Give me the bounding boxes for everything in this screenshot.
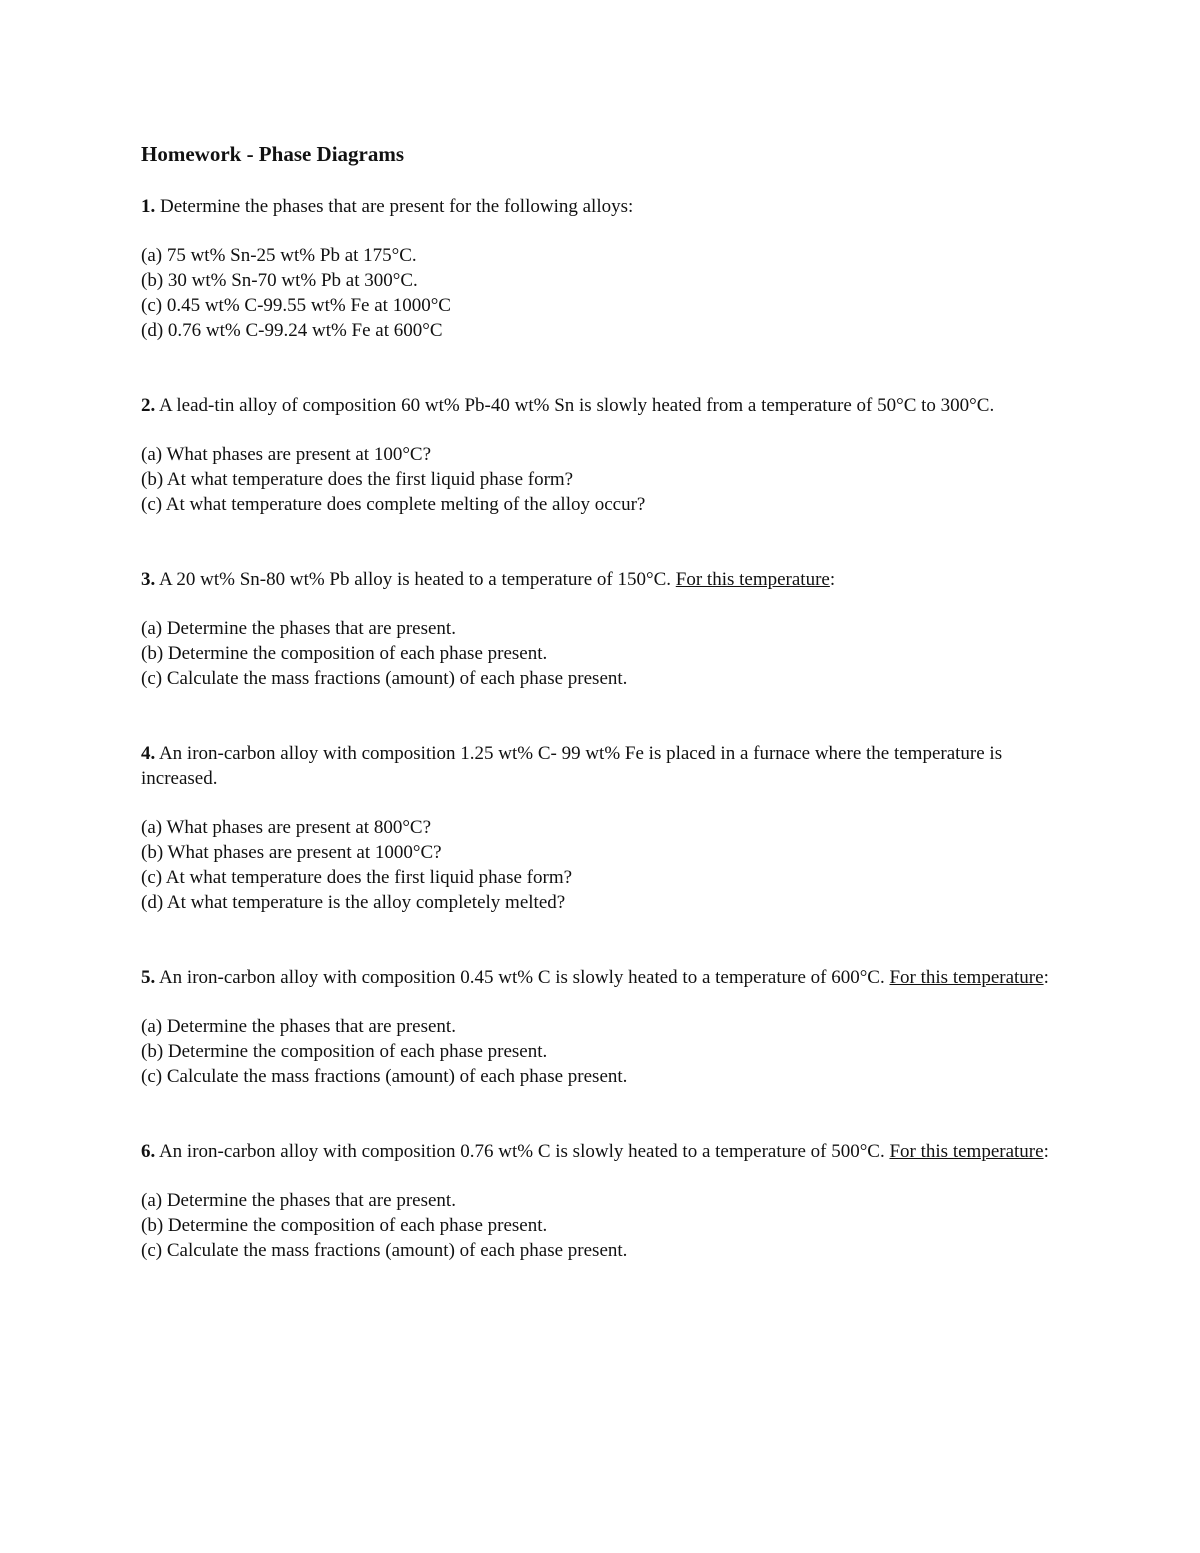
question-number: 1. — [141, 196, 156, 217]
question-number: 5. — [141, 967, 156, 988]
question-block-5 — [141, 965, 1071, 1089]
question-part: (c) Calculate the mass fractions (amount) of each phase present. — [141, 1066, 628, 1087]
question-parts — [141, 616, 1071, 691]
question-parts — [141, 442, 1071, 517]
question-part: (b) What phases are present at 1000°C? — [141, 842, 442, 863]
question-parts — [141, 815, 1071, 915]
question-text: Determine the phases that are present for the following alloys: — [160, 196, 634, 217]
document-page — [141, 140, 1071, 1313]
question-4 — [141, 741, 1071, 791]
question-2 — [141, 393, 1071, 418]
question-part: (c) Calculate the mass fractions (amount) of each phase present. — [141, 668, 628, 689]
question-part: (b) Determine the composition of each phase present. — [141, 1215, 548, 1236]
question-part: (c) Calculate the mass fractions (amount) of each phase present. — [141, 1240, 628, 1261]
question-part: (b) 30 wt% Sn-70 wt% Pb at 300°C. — [141, 270, 418, 291]
question-text: A lead-tin alloy of composition 60 wt% Pb-40 wt% Sn is slowly heated from a temperature of 50°C to 300°C. — [158, 395, 995, 416]
question-number: 2. — [141, 395, 156, 416]
question-block-3 — [141, 567, 1071, 691]
question-text: An iron-carbon alloy with composition 0.45 wt% C is slowly heated to a temperature of 600°C. — [158, 967, 885, 988]
question-block-2 — [141, 393, 1071, 517]
question-text: A 20 wt% Sn-80 wt% Pb alloy is heated to a temperature of 150°C. — [158, 569, 672, 590]
question-6: 6. An iron-carbon alloy with composition 0.76 wt% C is slowly heated to a temperature of 500°C. For this temperature: — [141, 1141, 1049, 1162]
question-part: (c) 0.45 wt% C-99.55 wt% Fe at 1000°C — [141, 295, 451, 316]
question-part: (b) Determine the composition of each phase present. — [141, 1041, 548, 1062]
question-number: 4. — [141, 743, 156, 764]
question-block-6 — [141, 1139, 1071, 1263]
question-parts — [141, 1188, 1071, 1263]
question-part: (b) At what temperature does the first liquid phase form? — [141, 469, 574, 490]
question-part: (d) At what temperature is the alloy completely melted? — [141, 892, 566, 913]
question-1 — [141, 194, 1071, 219]
question-text: An iron-carbon alloy with composition 0.76 wt% C is slowly heated to a temperature of 500°C. — [158, 1141, 885, 1162]
question-text: An iron-carbon alloy with composition 1.25 wt% C- 99 wt% Fe is placed in a furnace where the temperature is increased. — [141, 743, 1003, 789]
question-part: (a) What phases are present at 100°C? — [141, 444, 432, 465]
question-part: (b) Determine the composition of each phase present. — [141, 643, 548, 664]
question-block-1 — [141, 194, 1071, 343]
question-part: (a) Determine the phases that are present. — [141, 1016, 456, 1037]
question-parts — [141, 1014, 1071, 1089]
question-underline: For this temperature — [675, 569, 830, 590]
question-part: (a) 75 wt% Sn-25 wt% Pb at 175°C. — [141, 245, 417, 266]
question-part: (d) 0.76 wt% C-99.24 wt% Fe at 600°C — [141, 320, 443, 341]
question-part: (c) At what temperature does the first liquid phase form? — [141, 867, 573, 888]
question-underline: For this temperature — [889, 967, 1044, 988]
question-block-4 — [141, 741, 1071, 915]
question-part: (a) Determine the phases that are present. — [141, 618, 456, 639]
question-parts — [141, 243, 1071, 343]
question-underline: For this temperature — [889, 1141, 1044, 1162]
question-part: (a) What phases are present at 800°C? — [141, 817, 432, 838]
question-number: 3. — [141, 569, 156, 590]
question-part: (a) Determine the phases that are present. — [141, 1190, 456, 1211]
question-number: 6. — [141, 1141, 156, 1162]
question-5: 5. An iron-carbon alloy with composition 0.45 wt% C is slowly heated to a temperature of 600°C. For this temperature: — [141, 967, 1049, 988]
question-part: (c) At what temperature does complete melting of the alloy occur? — [141, 494, 646, 515]
question-3: 3. A 20 wt% Sn-80 wt% Pb alloy is heated to a temperature of 150°C. For this temperature: — [141, 569, 836, 590]
page-title: Homework - Phase Diagrams — [141, 142, 405, 166]
